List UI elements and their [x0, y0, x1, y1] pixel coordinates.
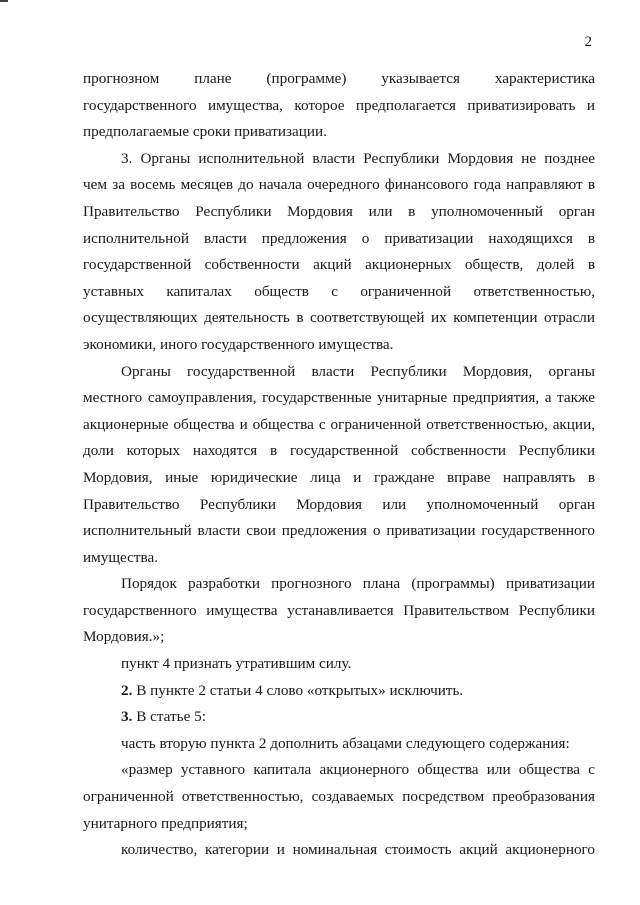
text-line: Правительство Республики Мордовия или уполномоченный орган	[83, 495, 595, 513]
text-line: унитарного предприятия;	[83, 814, 248, 832]
text-line: экономики, иного государственного имущества.	[83, 335, 394, 353]
text-line: государственной собственности акций акционерных обществ, долей в	[83, 256, 595, 274]
text-line: Мордовия, иные юридические лица и граждане вправе направлять в	[83, 468, 595, 486]
text-line: Порядок разработки прогнозного плана (программы) приватизации	[121, 575, 595, 593]
text-line: «размер уставного капитала акционерного общества или общества с	[121, 761, 595, 779]
item-text: В пункте 2 статьи 4 слово «открытых» исключить.	[132, 681, 464, 699]
text-line	[83, 678, 595, 705]
text-line: государственного имущества устанавливается Правительством Республики	[83, 601, 595, 619]
text-line: предполагаемые сроки приватизации.	[83, 123, 327, 141]
text-line: местного самоуправления, государственные унитарные предприятия, а также	[83, 389, 595, 407]
text-line: 3. Органы исполнительной власти Республики Мордовия не позднее	[121, 149, 595, 167]
item-number: 2.	[121, 681, 133, 699]
text-line: государственного имущества, которое предполагается приватизировать и	[83, 96, 595, 114]
text-line: пункт 4 признать утратившим силу.	[121, 655, 352, 673]
text-line: осуществляющих деятельность в соответствующей их компетенции отрасли	[83, 309, 595, 327]
text-line: имущества.	[83, 548, 159, 566]
text-line: часть вторую пункта 2 дополнить абзацами следующего содержания:	[121, 734, 570, 752]
text-line: Органы государственной власти Республики Мордовия, органы	[121, 362, 595, 380]
item-number: 3.	[121, 708, 133, 726]
page-number: 2	[584, 34, 592, 50]
text-line: уставных капиталах обществ с ограниченной ответственностью,	[83, 282, 595, 300]
item-text: В статье 5:	[132, 708, 206, 726]
text-line: доли которых находятся в государственной собственности Республики	[83, 442, 595, 460]
corner-mark	[0, 0, 8, 2]
text-line	[83, 704, 595, 731]
text-line: прогнозном плане (программе) указывается характеристика	[83, 70, 595, 87]
text-line: Правительство Республики Мордовия или в уполномоченный орган	[83, 202, 595, 220]
text-line: акционерные общества и общества с ограниченной ответственностью, акции,	[83, 415, 595, 433]
text-line: исполнительный власти свои предложения о приватизации государственного	[83, 522, 595, 540]
text-line: чем за восемь месяцев до начала очередного финансового года направляют в	[83, 176, 595, 194]
text-line: ограниченной ответственностью, создаваемых посредством преобразования	[83, 788, 595, 806]
document-body	[83, 66, 595, 864]
text-line: количество, категории и номинальная стоимость акций акционерного	[121, 841, 595, 859]
text-line: исполнительной власти предложения о приватизации находящихся в	[83, 229, 595, 247]
text-line: Мордовия.»;	[83, 628, 165, 646]
